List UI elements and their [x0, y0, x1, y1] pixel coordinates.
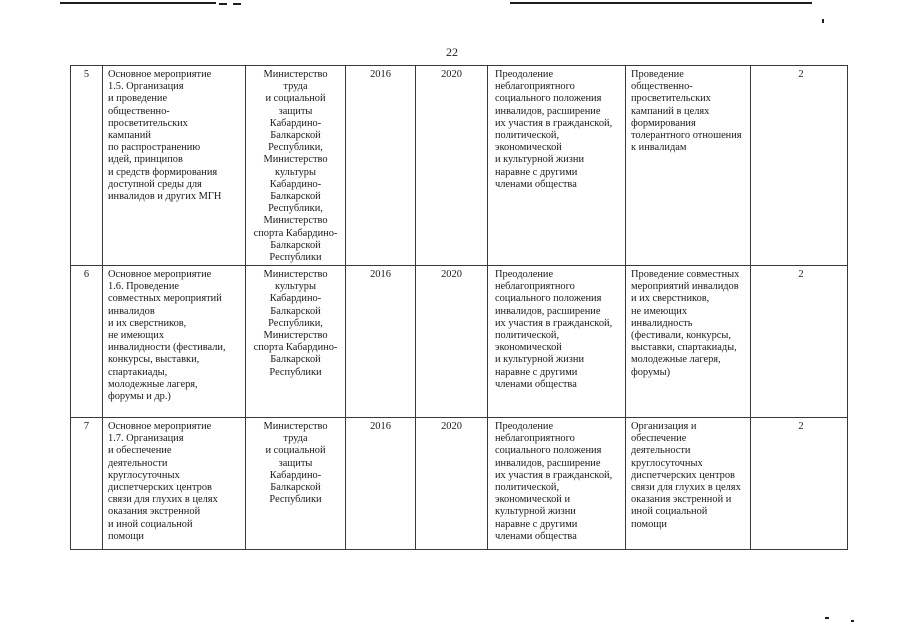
table-row	[71, 66, 848, 266]
scan-artifact-speck	[825, 617, 829, 619]
row-number: 6	[71, 266, 103, 418]
description-cell: Проведение общественно- просветительских кампаний в целях формирования толерантного отношения к инвалидам	[626, 66, 751, 266]
activities-table	[70, 65, 848, 550]
end-year-cell: 2020	[416, 418, 488, 550]
start-year-cell: 2016	[346, 266, 416, 418]
end-year-cell: 2020	[416, 66, 488, 266]
relation-cell: 2	[751, 66, 848, 266]
row-number: 7	[71, 418, 103, 550]
responsible-cell: Министерство труда и социальной защиты Кабардино- Балкарской Республики, Министерство культуры Кабардино- Балкарской Республики, Министерство спорта Кабардино- Балкарской Республики	[246, 66, 346, 266]
start-year-cell: 2016	[346, 66, 416, 266]
activity-cell: Основное мероприятие 1.7. Организация и обеспечение деятельности круглосуточных диспетчерских центров связи для глухих в целях оказания экстренной и иной социальной помощи	[103, 418, 246, 550]
responsible-cell: Министерство культуры Кабардино- Балкарской Республики, Министерство спорта Кабардино- Балкарской Республики	[246, 266, 346, 418]
table-row	[71, 266, 848, 418]
responsible-cell: Министерство труда и социальной защиты Кабардино- Балкарской Республики	[246, 418, 346, 550]
end-year-cell: 2020	[416, 266, 488, 418]
start-year-cell: 2016	[346, 418, 416, 550]
result-cell: Преодоление неблагоприятного социального положения инвалидов, расширение их участия в гражданской, политической, экономической и культурной жизни наравне с другими членами общества	[488, 266, 626, 418]
scan-artifact-top-right	[510, 2, 812, 4]
scan-artifact-top-dash	[219, 3, 227, 5]
result-cell: Преодоление неблагоприятного социального положения инвалидов, расширение их участия в гражданской, политической, экономической и культурной жизни наравне с другими членами общества	[488, 418, 626, 550]
result-cell: Преодоление неблагоприятного социального положения инвалидов, расширение их участия в гражданской, политической, экономической и культурной жизни наравне с другими членами общества	[488, 66, 626, 266]
relation-cell: 2	[751, 418, 848, 550]
activity-cell: Основное мероприятие 1.6. Проведение совместных мероприятий инвалидов и их сверстников, не имеющих инвалидности (фестивали, конкурсы, выставки, спартакиады, молодежные лагеря, форумы и др.)	[103, 266, 246, 418]
activity-cell: Основное мероприятие 1.5. Организация и проведение общественно- просветительских кампаний по распространению идей, принципов и средств формирования доступной среды для инвалидов и других МГН	[103, 66, 246, 266]
page-number: 22	[446, 45, 458, 59]
relation-cell: 2	[751, 266, 848, 418]
scan-artifact-speck	[822, 19, 824, 23]
scan-artifact-top-dash	[233, 3, 241, 5]
scan-artifact-top-left	[60, 2, 216, 4]
row-number: 5	[71, 66, 103, 266]
description-cell: Проведение совместных мероприятий инвалидов и их сверстников, не имеющих инвалидность (фестивали, конкурсы, выставки, спартакиады, молодежные лагеря, форумы)	[626, 266, 751, 418]
description-cell: Организация и обеспечение деятельности круглосуточных диспетчерских центров связи для глухих в целях оказания экстренной и иной социальной помощи	[626, 418, 751, 550]
table-row	[71, 418, 848, 550]
scan-artifact-speck	[851, 620, 854, 622]
